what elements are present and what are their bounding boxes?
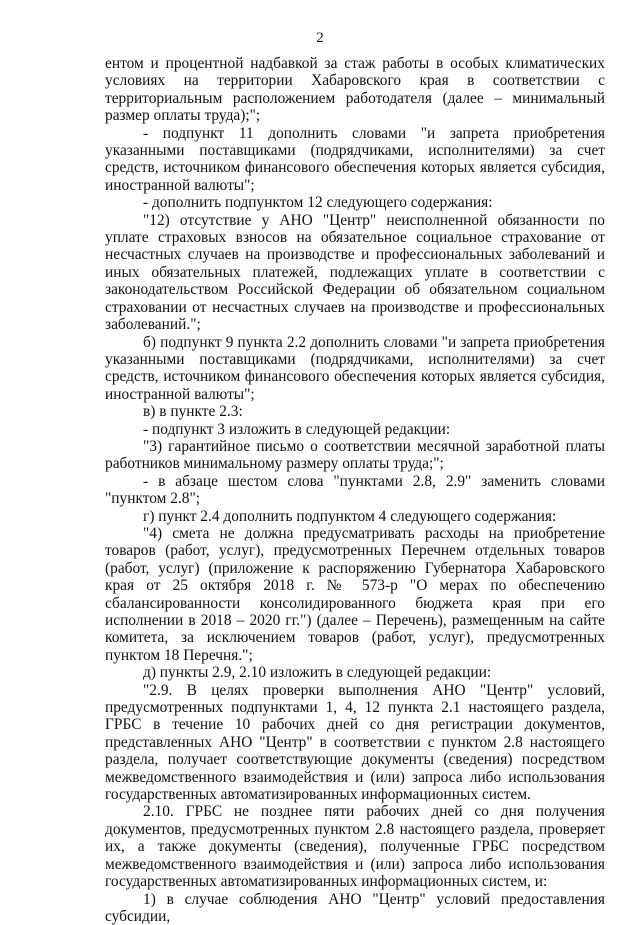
paragraph: "2.9. В целях проверки выполнения АНО "Центр" условий, предусмотренных подпунктами 1, 4, 12 пункта 2.1 настоящего раздела, ГРБС в течение 10 рабочих дней со дня регистрации документов, представленных АНО "Центр" в соответствии с пунктом 2.8 настоящего раздела, получает соответствующие документы (сведения) посредством межведомственного взаимодействия и (или) запроса либо использования государственных автоматизированных информационных систем. <box>105 682 605 804</box>
page-number: 2 <box>0 29 640 47</box>
paragraph: "12) отсутствие у АНО "Центр" неисполненной обязанности по уплате страховых взносов на обязательное социальное страхование от несчастных случаев на производстве и профессиональных заболеваний и иных обязательных платежей, подлежащих уплате в соответствии с законодательством Российской Федерации об обязательном социальном страховании от несчастных случаев на производстве и профессиональных заболеваний."; <box>105 212 605 334</box>
paragraph: "3) гарантийное письмо о соответствии месячной заработной платы работников минимальному размеру оплаты труда;"; <box>105 438 605 473</box>
paragraph: г) пункт 2.4 дополнить подпунктом 4 следующего содержания: <box>105 508 605 525</box>
paragraph: 1) в случае соблюдения АНО "Центр" условий предоставления субсидии, <box>105 891 605 925</box>
paragraph: "4) смета не должна предусматривать расходы на приобретение товаров (работ, услуг), предусмотренных Перечнем отдельных товаров (работ, услуг) (приложение к распоряжению Губернатора Хабаровского края от 25 октября 2018 г. № 573-р "О мерах по обеспечению сбалансированности консолидированного бюджета края при его исполнении в 2018 – 2020 гг.") (далее – Перечень), размещенным на сайте комитета, за исключением товаров (работ, услуг), предусмотренных пунктом 18 Перечня."; <box>105 525 605 664</box>
document-body <box>105 55 605 925</box>
paragraph: - подпункт 3 изложить в следующей редакции: <box>105 421 605 438</box>
paragraph: 2.10. ГРБС не позднее пяти рабочих дней со дня получения документов, предусмотренных пунктом 2.8 настоящего раздела, проверяет их, а также документы (сведения), полученные ГРБС посредством межведомственного взаимодействия и (или) запроса либо использования государственных автоматизированных информационных систем, и: <box>105 803 605 890</box>
paragraph: б) подпункт 9 пункта 2.2 дополнить словами "и запрета приобретения указанными поставщиками (подрядчиками, исполнителями) за счет средств, источником финансового обеспечения которых является субсидия, иностранной валюты"; <box>105 334 605 404</box>
paragraph: - дополнить подпунктом 12 следующего содержания: <box>105 194 605 211</box>
paragraph: в) в пункте 2.3: <box>105 403 605 420</box>
paragraph: ентом и процентной надбавкой за стаж работы в особых климатических условиях на территории Хабаровского края в соответствии с территориальным расположением работодателя (далее – минимальный размер оплаты труда);"; <box>105 55 605 125</box>
paragraph: - в абзаце шестом слова "пунктами 2.8, 2.9" заменить словами "пунктом 2.8"; <box>105 473 605 508</box>
paragraph: - подпункт 11 дополнить словами "и запрета приобретения указанными поставщиками (подрядчиками, исполнителями) за счет средств, источником финансового обеспечения которых является субсидия, иностранной валюты"; <box>105 125 605 195</box>
paragraph: д) пункты 2.9, 2.10 изложить в следующей редакции: <box>105 664 605 681</box>
